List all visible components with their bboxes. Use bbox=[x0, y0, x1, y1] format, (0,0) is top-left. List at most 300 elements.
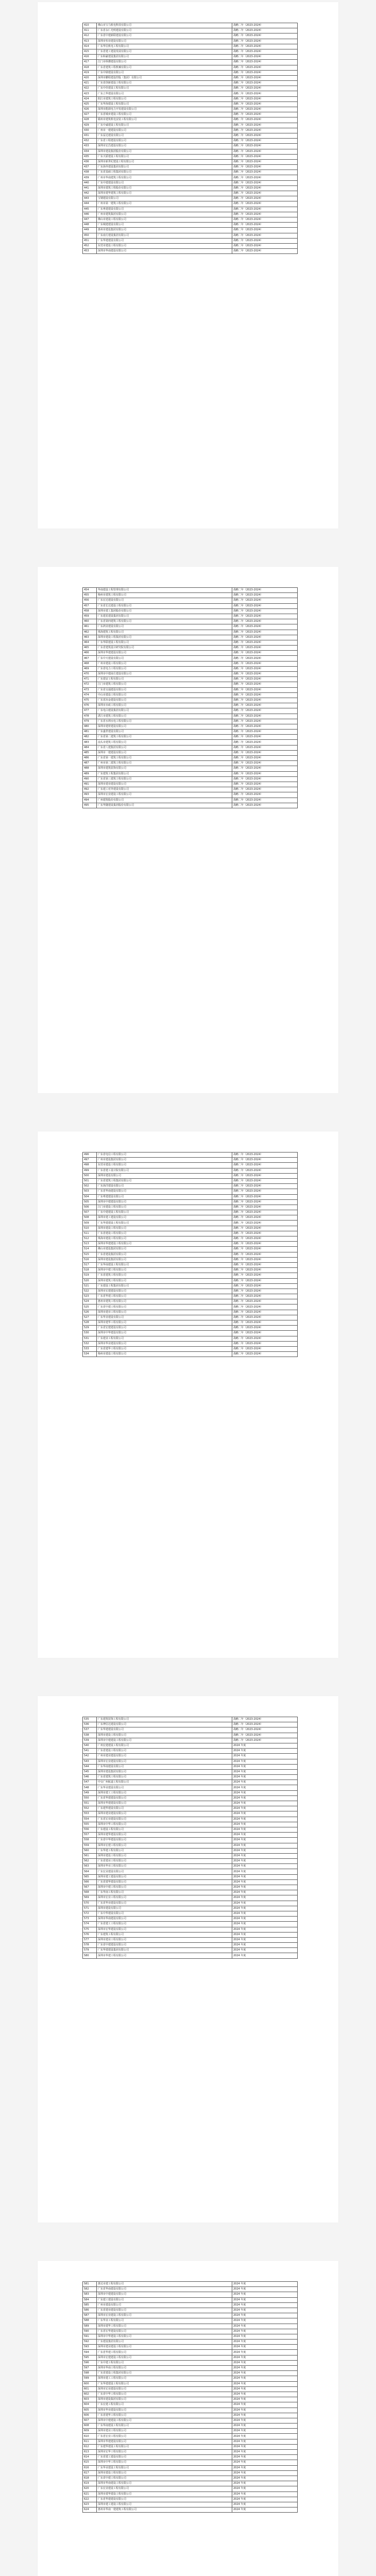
table-row bbox=[83, 123, 298, 128]
company-name: 广东建业工程有限公司 bbox=[97, 1336, 232, 1341]
table-row bbox=[83, 139, 298, 144]
membership-term: 战略二年（2023-2024） bbox=[232, 1315, 298, 1320]
membership-term: 2024 年度 bbox=[232, 2345, 298, 2350]
table-row bbox=[83, 1242, 298, 1247]
membership-term: 战略二年（2023-2024） bbox=[232, 1283, 298, 1289]
company-name: 广东省电力工程有限公司 bbox=[97, 666, 232, 671]
row-number: 613 bbox=[83, 2450, 97, 2455]
company-name: 广东城建建设有限公司 bbox=[97, 223, 232, 228]
company-name: 广东省华建建设有限公司 bbox=[97, 2497, 232, 2502]
row-number: 528 bbox=[83, 1320, 97, 1326]
company-name: 惠州市建设集团有限公司 bbox=[97, 228, 232, 233]
row-number: 617 bbox=[83, 2470, 97, 2476]
company-name: 深圳市建工集团股份有限公司 bbox=[97, 608, 232, 614]
table-row bbox=[83, 803, 298, 808]
row-number: 548 bbox=[83, 1785, 97, 1790]
table-row bbox=[83, 603, 298, 608]
row-number: 521 bbox=[83, 1283, 97, 1289]
table-row bbox=[83, 1885, 298, 1890]
table-row bbox=[83, 23, 298, 28]
row-number: 578 bbox=[83, 1943, 97, 1948]
table-row bbox=[83, 2371, 298, 2376]
company-name: 湛江市建筑工程有限公司 bbox=[97, 714, 232, 719]
company-name: 深圳市华业工程有限公司 bbox=[97, 1864, 232, 1869]
company-name: 广东海洋建设有限公司 bbox=[97, 1184, 232, 1189]
row-number: 499 bbox=[83, 1168, 97, 1173]
membership-term: 2024 年度 bbox=[232, 1879, 298, 1885]
row-number: 606 bbox=[83, 2413, 97, 2418]
row-number: 563 bbox=[83, 1864, 97, 1869]
membership-term: 战略二年（2023-2024） bbox=[232, 112, 298, 117]
company-name: 广东省永仁光明建设有限公司 bbox=[97, 28, 232, 33]
company-name: 深圳市恒业建设有限公司 bbox=[97, 39, 232, 44]
table-row bbox=[83, 1911, 298, 1916]
table-row bbox=[83, 1901, 298, 1906]
table-row bbox=[83, 2397, 298, 2402]
company-name: 深圳市建华建设有限公司 bbox=[97, 1833, 232, 1838]
membership-term: 2024 年度 bbox=[232, 2413, 298, 2418]
table-row bbox=[83, 2413, 298, 2418]
table-row bbox=[83, 1743, 298, 1748]
table-row bbox=[83, 1320, 298, 1326]
company-name: 宝钢建设有限公司 bbox=[97, 196, 232, 201]
membership-term: 战略二年（2023-2024） bbox=[232, 614, 298, 619]
row-number: 559 bbox=[83, 1843, 97, 1848]
membership-term: 2024 年度 bbox=[232, 1790, 298, 1795]
company-name: 广东华南建设工程有限公司 bbox=[97, 2424, 232, 2429]
table-row bbox=[83, 1336, 298, 1341]
company-name: 深圳市建业建设有限公司 bbox=[97, 782, 232, 787]
row-number: 549 bbox=[83, 1790, 97, 1795]
company-name: 广东华业建设有限公司 bbox=[97, 1315, 232, 1320]
row-number: 593 bbox=[83, 2345, 97, 2350]
membership-term: 2024 年度 bbox=[232, 2507, 298, 2513]
membership-term: 2024 年度 bbox=[232, 2297, 298, 2302]
row-number: 611 bbox=[83, 2439, 97, 2444]
company-name: 深圳市建设有限公司 bbox=[97, 1173, 232, 1178]
row-number: 490 bbox=[83, 776, 97, 782]
table-row bbox=[83, 2302, 298, 2308]
company-name: 深圳市宏业建设有限公司 bbox=[97, 1759, 232, 1764]
membership-term: 战略二年（2023-2024） bbox=[232, 630, 298, 635]
table-row bbox=[83, 593, 298, 598]
membership-term: 战略二年（2023-2024） bbox=[232, 1178, 298, 1183]
table-row bbox=[83, 740, 298, 745]
row-number: 544 bbox=[83, 1764, 97, 1769]
row-number: 561 bbox=[83, 1853, 97, 1858]
table-row bbox=[83, 792, 298, 798]
company-name: 深圳市华南建设工程有限公司 bbox=[97, 2481, 232, 2486]
row-number: 492 bbox=[83, 787, 97, 792]
membership-term: 2024 年度 bbox=[232, 2397, 298, 2402]
membership-term: 战略二年（2023-2024） bbox=[232, 228, 298, 233]
membership-term: 2024 年度 bbox=[232, 2392, 298, 2397]
table-row bbox=[83, 2329, 298, 2334]
table-row bbox=[83, 60, 298, 65]
table-row bbox=[83, 2439, 298, 2444]
membership-term: 战略二年（2023-2024） bbox=[232, 756, 298, 761]
table-row bbox=[83, 2355, 298, 2360]
row-number: 467 bbox=[83, 656, 97, 661]
table-row bbox=[83, 39, 298, 44]
membership-term: 2024 年度 bbox=[232, 2434, 298, 2439]
row-number: 464 bbox=[83, 640, 97, 645]
table-row bbox=[83, 107, 298, 112]
table-row bbox=[83, 117, 298, 123]
table-row bbox=[83, 677, 298, 682]
company-name: 广东益达建设有限公司 bbox=[97, 133, 232, 138]
membership-term: 战略二年（2023-2024） bbox=[232, 1717, 298, 1722]
membership-term: 2024 年度 bbox=[232, 1827, 298, 1832]
company-name: 深圳市中建建设有限公司 bbox=[97, 2292, 232, 2297]
table-row bbox=[83, 1806, 298, 1811]
table-row bbox=[83, 766, 298, 771]
table-row bbox=[83, 1917, 298, 1922]
company-name: 深圳市中建工程有限公司 bbox=[97, 1885, 232, 1890]
membership-term: 战略二年（2023-2024） bbox=[232, 1173, 298, 1178]
company-name: 深圳市一建建设有限公司 bbox=[97, 750, 232, 755]
membership-term: 战略二年（2023-2024） bbox=[232, 1158, 298, 1163]
table-row bbox=[83, 2345, 298, 2350]
membership-term: 2024 年度 bbox=[232, 2424, 298, 2429]
membership-term: 2024 年度 bbox=[232, 2355, 298, 2360]
company-name: 深圳市建业工程有限公司 bbox=[97, 2429, 232, 2434]
table-row bbox=[83, 1189, 298, 1194]
company-name: 深圳市建设工程有限公司 bbox=[97, 1853, 232, 1858]
membership-term: 2024 年度 bbox=[232, 1885, 298, 1890]
company-name: 广州市建设集团有限公司 bbox=[97, 1158, 232, 1163]
row-number: 453 bbox=[83, 249, 97, 254]
row-number: 603 bbox=[83, 2397, 97, 2402]
row-number: 449 bbox=[83, 228, 97, 233]
row-number: 519 bbox=[83, 1273, 97, 1278]
row-number: 562 bbox=[83, 1859, 97, 1864]
membership-term: 战略二年（2023-2024） bbox=[232, 787, 298, 792]
company-name: 深圳市中建南方建设有限公司 bbox=[97, 672, 232, 677]
company-name: 广州市建设工程有限公司 bbox=[97, 661, 232, 666]
membership-term: 战略二年（2023-2024） bbox=[232, 761, 298, 766]
company-name: 深圳市建华工程有限公司 bbox=[97, 2324, 232, 2329]
membership-term: 战略二年（2023-2024） bbox=[232, 75, 298, 80]
membership-term: 战略二年（2023-2024） bbox=[232, 81, 298, 86]
row-number: 546 bbox=[83, 1775, 97, 1780]
membership-term: 战略二年（2023-2024） bbox=[232, 666, 298, 671]
table-row bbox=[83, 1231, 298, 1236]
row-number: 493 bbox=[83, 792, 97, 798]
row-number: 461 bbox=[83, 624, 97, 630]
row-number: 470 bbox=[83, 672, 97, 677]
membership-term: 2024 年度 bbox=[232, 2334, 298, 2339]
membership-term: 战略二年（2023-2024） bbox=[232, 33, 298, 39]
membership-term: 2024 年度 bbox=[232, 1927, 298, 1932]
membership-term: 战略二年（2023-2024） bbox=[232, 39, 298, 44]
row-number: 444 bbox=[83, 201, 97, 207]
company-name: 深圳市华业建设有限公司 bbox=[97, 1341, 232, 1346]
table-row bbox=[83, 750, 298, 755]
row-number: 504 bbox=[83, 1194, 97, 1199]
company-name: 广东省建设工程集团有限公司 bbox=[97, 2371, 232, 2376]
company-name: 阳江市建筑工程有限公司 bbox=[97, 96, 232, 101]
member-table bbox=[82, 1717, 298, 1959]
company-name: 东莞市建设工程有限公司 bbox=[97, 243, 232, 248]
table-row bbox=[83, 2386, 298, 2392]
row-number: 468 bbox=[83, 661, 97, 666]
row-number: 527 bbox=[83, 1315, 97, 1320]
company-name: 广东省宏建建设有限公司 bbox=[97, 1326, 232, 1331]
table-row bbox=[83, 1927, 298, 1932]
company-name: 广东省建业建设有限公司 bbox=[97, 2308, 232, 2313]
membership-term: 2024 年度 bbox=[232, 2366, 298, 2371]
row-number: 429 bbox=[83, 123, 97, 128]
table-row bbox=[83, 1811, 298, 1817]
company-name: 珠海建筑工程有限公司 bbox=[97, 630, 232, 635]
company-name: 深圳市建华建筑工程有限公司 bbox=[97, 191, 232, 196]
table-row bbox=[83, 49, 298, 54]
company-name: 广东省华南建设有限公司 bbox=[97, 1189, 232, 1194]
table-row bbox=[83, 2434, 298, 2439]
company-name: 深圳市华建建设有限公司 bbox=[97, 1801, 232, 1806]
document-page bbox=[38, 567, 338, 1093]
table-row bbox=[83, 2313, 298, 2318]
company-name: 广东省建设工程有限公司 bbox=[97, 1749, 232, 1754]
row-number: 452 bbox=[83, 243, 97, 248]
membership-term: 战略二年（2023-2024） bbox=[232, 1304, 298, 1310]
company-name: 广东省华建工程有限公司 bbox=[97, 1294, 232, 1299]
table-row bbox=[83, 191, 298, 196]
row-number: 532 bbox=[83, 1341, 97, 1346]
membership-term: 战略二年（2023-2024） bbox=[232, 703, 298, 708]
membership-term: 战略二年（2023-2024） bbox=[232, 1278, 298, 1283]
row-number: 421 bbox=[83, 81, 97, 86]
table-row bbox=[83, 614, 298, 619]
row-number: 503 bbox=[83, 1189, 97, 1194]
table-row bbox=[83, 207, 298, 212]
membership-term: 战略二年（2023-2024） bbox=[232, 603, 298, 608]
membership-term: 战略二年（2023-2024） bbox=[232, 1273, 298, 1278]
document-page bbox=[38, 2, 338, 529]
table-row bbox=[83, 2418, 298, 2423]
table-row bbox=[83, 1780, 298, 1785]
row-number: 569 bbox=[83, 1895, 97, 1901]
row-number: 580 bbox=[83, 1953, 97, 1958]
row-number: 558 bbox=[83, 1838, 97, 1843]
row-number: 612 bbox=[83, 2444, 97, 2449]
membership-term: 战略二年（2023-2024） bbox=[232, 70, 298, 75]
row-number: 599 bbox=[83, 2376, 97, 2381]
company-name: 深圳市新世纪建设工程有限公司 bbox=[97, 159, 232, 164]
company-name: 深圳市华南工程有限公司 bbox=[97, 2366, 232, 2371]
company-name: 广东华南建设工程有限公司 bbox=[97, 1262, 232, 1267]
row-number: 491 bbox=[83, 782, 97, 787]
membership-term: 2024 年度 bbox=[232, 2481, 298, 2486]
table-row bbox=[83, 1769, 298, 1774]
membership-term: 战略二年（2023-2024） bbox=[232, 1331, 298, 1336]
membership-term: 2024 年度 bbox=[232, 2418, 298, 2423]
membership-term: 战略二年（2023-2024） bbox=[232, 698, 298, 703]
membership-term: 战略二年（2023-2024） bbox=[232, 149, 298, 154]
membership-term: 2024 年度 bbox=[232, 2444, 298, 2449]
company-name: 广州建筑股份有限公司 bbox=[97, 798, 232, 803]
membership-term: 战略二年（2023-2024） bbox=[232, 180, 298, 185]
table-row bbox=[83, 2318, 298, 2324]
membership-term: 战略二年（2023-2024） bbox=[232, 750, 298, 755]
membership-term: 2024 年度 bbox=[232, 2287, 298, 2292]
company-name: 广东华建工程有限公司 bbox=[97, 1848, 232, 1853]
row-number: 514 bbox=[83, 1247, 97, 1252]
company-name: 广东省中建工程有限公司 bbox=[97, 2476, 232, 2481]
membership-term: 战略二年（2023-2024） bbox=[232, 1153, 298, 1158]
table-row bbox=[83, 1346, 298, 1351]
company-name: 广州市一建建设有限公司 bbox=[97, 128, 232, 133]
row-number: 566 bbox=[83, 1879, 97, 1885]
table-row bbox=[83, 2381, 298, 2386]
row-number: 537 bbox=[83, 1727, 97, 1733]
table-row bbox=[83, 646, 298, 651]
company-name: 广东宏业建设工程有限公司 bbox=[97, 2486, 232, 2492]
table-row bbox=[83, 588, 298, 593]
company-name: 广东建筑工程集团有限公司 bbox=[97, 771, 232, 776]
row-number: 571 bbox=[83, 1906, 97, 1911]
row-number: 478 bbox=[83, 714, 97, 719]
company-name: 深圳市建设集团有限公司 bbox=[97, 2397, 232, 2402]
table-row bbox=[83, 217, 298, 222]
table-row bbox=[83, 1278, 298, 1283]
membership-term: 战略二年（2023-2024） bbox=[232, 687, 298, 692]
company-name: 广东建星建设集团有限公司 bbox=[97, 614, 232, 619]
table-row bbox=[83, 154, 298, 159]
table-row bbox=[83, 1937, 298, 1942]
row-number: 554 bbox=[83, 1817, 97, 1822]
table-row bbox=[83, 1331, 298, 1336]
membership-term: 战略二年（2023-2024） bbox=[232, 107, 298, 112]
membership-term: 2024 年度 bbox=[232, 1869, 298, 1874]
membership-term: 2024 年度 bbox=[232, 1848, 298, 1853]
membership-term: 2024 年度 bbox=[232, 1895, 298, 1901]
membership-term: 2024 年度 bbox=[232, 1749, 298, 1754]
row-number: 583 bbox=[83, 2292, 97, 2297]
row-number: 596 bbox=[83, 2360, 97, 2365]
membership-term: 战略二年（2023-2024） bbox=[232, 207, 298, 212]
company-name: 中交广州航道工程有限公司 bbox=[97, 1780, 232, 1785]
membership-term: 战略二年（2023-2024） bbox=[232, 624, 298, 630]
row-number: 454 bbox=[83, 588, 97, 593]
row-number: 621 bbox=[83, 2492, 97, 2497]
row-number: 416 bbox=[83, 55, 97, 60]
table-row bbox=[83, 1822, 298, 1827]
row-number: 436 bbox=[83, 159, 97, 164]
membership-term: 战略二年（2023-2024） bbox=[232, 191, 298, 196]
membership-term: 2024 年度 bbox=[232, 2470, 298, 2476]
row-number: 585 bbox=[83, 2302, 97, 2308]
company-name: 广东华业建设工程有限公司 bbox=[97, 2465, 232, 2470]
membership-term: 战略二年（2023-2024） bbox=[232, 49, 298, 54]
row-number: 508 bbox=[83, 1215, 97, 1221]
table-row bbox=[83, 243, 298, 248]
document-page bbox=[38, 2261, 338, 2576]
document-page bbox=[38, 1696, 338, 2223]
row-number: 443 bbox=[83, 196, 97, 201]
table-row bbox=[83, 1764, 298, 1769]
table-row bbox=[83, 144, 298, 149]
table-row bbox=[83, 1210, 298, 1215]
company-name: 深圳市建设工程有限公司 bbox=[97, 1733, 232, 1738]
row-number: 486 bbox=[83, 756, 97, 761]
company-name: 赣州市建筑机电安装工程有限公司 bbox=[97, 117, 232, 123]
membership-term: 战略二年（2023-2024） bbox=[232, 798, 298, 803]
membership-term: 2024 年度 bbox=[232, 2318, 298, 2324]
membership-term: 2024 年度 bbox=[232, 1754, 298, 1759]
row-number: 517 bbox=[83, 1262, 97, 1267]
row-number: 482 bbox=[83, 735, 97, 740]
member-table bbox=[82, 2281, 298, 2513]
table-row bbox=[83, 2486, 298, 2492]
table-row bbox=[83, 787, 298, 792]
row-number: 513 bbox=[83, 1242, 97, 1247]
company-name: 深圳市建工建设工程有限公司 bbox=[97, 2502, 232, 2507]
row-number: 624 bbox=[83, 2507, 97, 2513]
table-row bbox=[83, 1754, 298, 1759]
row-number: 481 bbox=[83, 730, 97, 735]
row-number: 507 bbox=[83, 1210, 97, 1215]
membership-term: 战略二年（2023-2024） bbox=[232, 133, 298, 138]
membership-term: 战略二年（2023-2024） bbox=[232, 23, 298, 28]
table-row bbox=[83, 2465, 298, 2470]
company-name: 惠达市建工程有限公司 bbox=[97, 2282, 232, 2287]
membership-term: 战略二年（2023-2024） bbox=[232, 1221, 298, 1226]
membership-term: 战略二年（2023-2024） bbox=[232, 735, 298, 740]
membership-term: 战略二年（2023-2024） bbox=[232, 1184, 298, 1189]
table-row bbox=[83, 1848, 298, 1853]
membership-term: 2024 年度 bbox=[232, 2340, 298, 2345]
table-row bbox=[83, 2492, 298, 2497]
membership-term: 2024 年度 bbox=[232, 1843, 298, 1848]
membership-term: 2024 年度 bbox=[232, 2308, 298, 2313]
membership-term: 战略二年（2023-2024） bbox=[232, 1352, 298, 1357]
table-row bbox=[83, 65, 298, 70]
row-number: 515 bbox=[83, 1252, 97, 1257]
company-name: 广东华建建设工程有限公司 bbox=[97, 1221, 232, 1226]
company-name: 深圳市宏业建设有限公司 bbox=[97, 2386, 232, 2392]
membership-term: 2024 年度 bbox=[232, 2350, 298, 2355]
row-number: 433 bbox=[83, 144, 97, 149]
company-name: 深圳市华南建设有限公司 bbox=[97, 249, 232, 254]
row-number: 471 bbox=[83, 677, 97, 682]
membership-term: 2024 年度 bbox=[232, 1943, 298, 1948]
membership-term: 2024 年度 bbox=[232, 1901, 298, 1906]
membership-term: 战略二年（2023-2024） bbox=[232, 1289, 298, 1294]
row-number: 483 bbox=[83, 740, 97, 745]
membership-term: 2024 年度 bbox=[232, 2302, 298, 2308]
company-name: 广东海外建设集团有限公司 bbox=[97, 165, 232, 170]
company-name: 广东华南工程有限公司 bbox=[97, 1890, 232, 1895]
company-name: 深圳市建设工程有限公司 bbox=[97, 2470, 232, 2476]
table-row bbox=[83, 2392, 298, 2397]
table-row bbox=[83, 1205, 298, 1210]
table-row bbox=[83, 1257, 298, 1262]
membership-term: 2024 年度 bbox=[232, 1948, 298, 1953]
company-name: 深圳市建设集团有限公司 bbox=[97, 1257, 232, 1262]
table-row bbox=[83, 1727, 298, 1733]
company-name: 广东省第一建筑工程有限公司 bbox=[97, 756, 232, 761]
table-row bbox=[83, 771, 298, 776]
company-name: 广东省建设集团有限公司 bbox=[97, 1252, 232, 1257]
company-name: 广东中建建设工程有限公司 bbox=[97, 1210, 232, 1215]
company-name: 广东省城乡建设工程有限公司 bbox=[97, 112, 232, 117]
company-name: 深圳市中华工程有限公司 bbox=[97, 1822, 232, 1827]
table-row bbox=[83, 1315, 298, 1320]
row-number: 551 bbox=[83, 1801, 97, 1806]
membership-term: 战略二年（2023-2024） bbox=[232, 201, 298, 207]
